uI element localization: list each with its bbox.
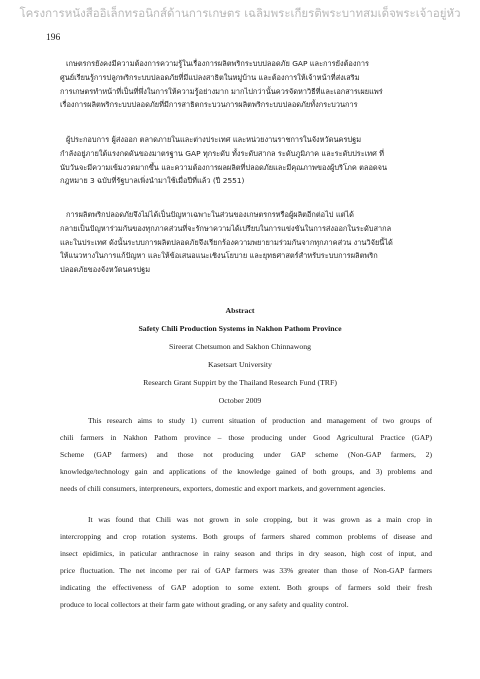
abstract-heading: Abstract bbox=[225, 306, 255, 315]
text-line: ปลอดภัยของจังหวัดนครปฐม bbox=[60, 265, 151, 275]
abstract-paragraph-1 bbox=[60, 412, 432, 497]
text-line: เรื่องการผลิตพริกระบบปลอดภัยที่มีการสาธิตกระบวนการผลิตพริกระบบปลอดภัยทั้งกระบวนการ bbox=[60, 100, 358, 110]
text-line: กำลังอยู่ภายใต้แรงกดดันของมาตรฐาน GAP ทุกระดับ ทั้งระดับสากล ระดับภูมิภาค และระดับประเทศ ที่ bbox=[60, 148, 385, 158]
text-line: ผู้ประกอบการ ผู้ส่งออก ตลาดภายในและต่างประเทศ และหน่วยงานราชการในจังหวัดนครปฐม bbox=[66, 135, 362, 144]
text-line: กฎหมาย 3 ฉบับที่รัฐบาลเพิ่งนำมาใช้เมื่อปีที่แล้ว (ปี 2551) bbox=[60, 176, 245, 186]
text-line: It was found that Chili was not grown in sole cropping, but it was grown as a main crop in bbox=[88, 515, 432, 524]
abstract-affiliation: Kasetsart University bbox=[208, 360, 272, 369]
page-number: 196 bbox=[46, 33, 61, 43]
watermark-header: โครงการหนังสืออิเล็กทรอนิกส์ด้านการเกษตร เฉลิมพระเกียรติพระบาทสมเด็จพระเจ้าอยู่หัว bbox=[19, 6, 461, 20]
text-line: กลายเป็นปัญหาร่วมกันของทุกภาคส่วนที่จะรักษาความได้เปรียบในการแข่งขันในการส่งออกในระดับสากล bbox=[60, 223, 392, 233]
text-line: ศูนย์เรียนรู้การปลูกพริกระบบปลอดภัยที่มีแปลงสาธิตในหมู่บ้าน และต้องการให้เจ้าหน้าที่ส่งเสริม bbox=[60, 72, 360, 82]
text-line: produce to local collectors at their farm gate without grading, or any safety and quality control. bbox=[60, 600, 349, 609]
abstract-paragraph-2 bbox=[60, 511, 432, 613]
abstract-authors: Sireerat Chetsumon and Sakhon Chinnawong bbox=[168, 342, 312, 351]
text-line: เกษตรกรยังคงมีความต้องการความรู้ในเรื่องการผลิตพริกระบบปลอดภัย GAP และการยังต้องการ bbox=[66, 59, 370, 68]
text-line: Scheme (GAP farmers) and those not producing under GAP scheme (Non-GAP farmers, 2) bbox=[60, 450, 432, 459]
thai-paragraph-3 bbox=[60, 208, 432, 277]
text-line: chili farmers in Nakhon Pathom province – those producing under Good Agricultural Practice (GAP) bbox=[60, 433, 432, 442]
text-line: needs of chili consumers, interpreneurs, exporters, domestic and export markets, and government agencies. bbox=[60, 484, 386, 493]
text-line: indicating the effectiveness of GAP adoption to some extent. Both groups of farmers sold their fresh bbox=[60, 583, 432, 592]
text-line: การเกษตรทำหน้าที่เป็นที่พึ่งในการให้ความรู้อย่างมาก มากไปกว่านั้นควรจัดหาวิธีที่และเอกสารเผยแพร่ bbox=[60, 86, 383, 96]
text-line: knowledge/technology gain and applications of the knowledge gained of both groups, and 3) problems and bbox=[60, 467, 432, 476]
text-line: ให้แนวทางในการแก้ปัญหา และให้ข้อเสนอแนะเชิงนโยบาย และยุทธศาสตร์สำหรับระบบการผลิตพริก bbox=[60, 251, 378, 261]
thai-paragraph-1 bbox=[60, 57, 432, 112]
text-line: This research aims to study 1) current situation of production and management of two groups of bbox=[88, 416, 432, 425]
text-line: การผลิตพริกปลอดภัยจึงไม่ได้เป็นปัญหาเฉพาะในส่วนของเกษตรกรหรือผู้ผลิตอีกต่อไป แต่ได้ bbox=[66, 210, 354, 219]
text-line: price fluctuation. The net income per rai of GAP farmers was 33% greater than those of Non-GAP farmers bbox=[60, 566, 432, 575]
text-line: insect epidimics, in paticular anthracnose in rainy season and thrips in dry season, high cost of input, and bbox=[60, 549, 432, 558]
abstract-date: October 2009 bbox=[218, 396, 262, 405]
text-line: นับวันจะมีความเข้มงวดมากขึ้น และความต้องการผลผลิตที่ปลอดภัยและมีคุณภาพของผู้บริโภค ตลอดจน bbox=[60, 162, 388, 172]
abstract-grant: Research Grant Suppirt by the Thailand Research Fund (TRF) bbox=[143, 378, 337, 387]
abstract-title: Safety Chili Production Systems in Nakhon Pathom Province bbox=[138, 324, 342, 333]
text-line: และในประเทศ ดังนั้นระบบการผลิตปลอดภัยจึงเรียกร้องความพยายามร่วมกันจากทุกภาคส่วน งานวิจัยนี้ได้ bbox=[60, 237, 393, 247]
text-line: intercropping and crop rotation systems. Both groups of farmers shared common problems of disease and bbox=[60, 532, 432, 541]
thai-paragraph-2 bbox=[60, 133, 432, 188]
